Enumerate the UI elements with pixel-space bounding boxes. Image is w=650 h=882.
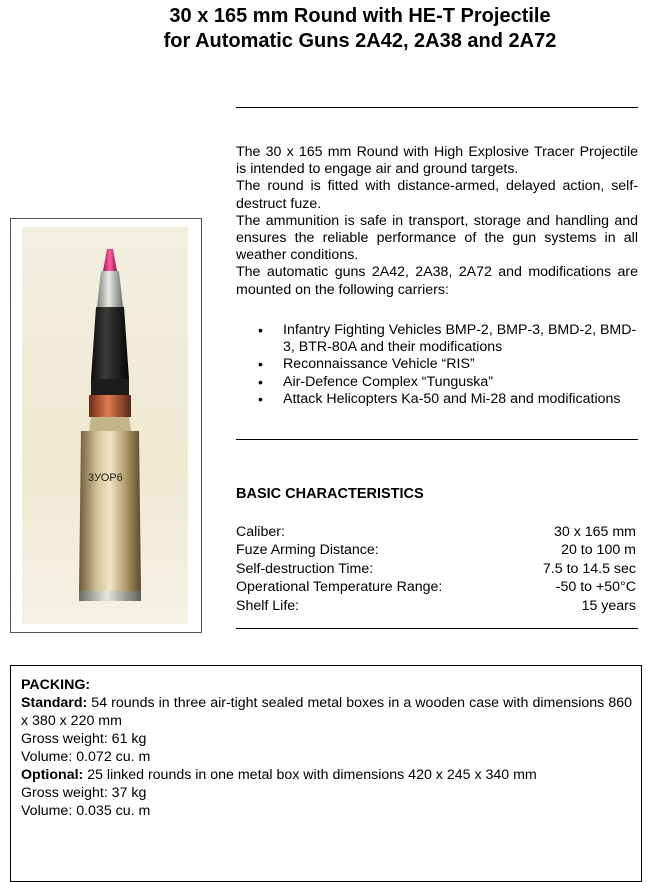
spec-label: Shelf Life:	[236, 597, 300, 614]
description-paragraph: The round is fitted with distance-armed, delayed action, self-destruct fuze.	[236, 178, 638, 212]
title-line-1: 30 x 165 mm Round with HE-T Projectile	[169, 5, 551, 27]
case-neck	[89, 417, 131, 431]
driving-band	[89, 395, 131, 417]
case-rim	[79, 591, 141, 601]
standard-volume: Volume: 0.072 cu. m	[21, 749, 151, 765]
shell-marking: 3УОР6	[88, 472, 123, 484]
characteristics-table	[236, 523, 636, 615]
spec-label: Operational Temperature Range:	[236, 579, 443, 596]
description-paragraph: The ammunition is safe in transport, storage and handling and ensures the reliable performance of the gun systems in all weather conditions.	[236, 212, 638, 264]
round-photo	[11, 219, 201, 632]
page-title	[0, 4, 650, 54]
spec-row	[236, 541, 636, 559]
characteristics-heading: BASIC CHARACTERISTICS	[236, 486, 424, 502]
spec-label: Self-destruction Time:	[236, 560, 374, 577]
top-divider	[236, 107, 638, 108]
middle-divider	[236, 439, 638, 440]
description	[236, 144, 638, 299]
description-paragraph: The automatic guns 2A42, 2A38, 2A72 and modifications are mounted on the following carriers:	[236, 264, 638, 298]
packing-standard	[21, 694, 632, 730]
list-item: • Reconnaissance Vehicle “RIS”	[262, 356, 638, 373]
spec-row	[236, 560, 636, 578]
list-item: • Attack Helicopters Ka-50 and Mi-28 and modifications	[262, 391, 638, 408]
spec-label: Caliber:	[236, 524, 285, 540]
projectile-body	[91, 307, 129, 379]
standard-label: Standard:	[21, 695, 88, 711]
title-line-2: for Automatic Guns 2A42, 2A38 and 2A72	[163, 30, 557, 52]
spec-label: Fuze Arming Distance:	[236, 542, 379, 559]
projectile-base	[91, 379, 129, 395]
spec-value: -50 to +50°C	[555, 579, 636, 596]
list-item: • Air-Defence Complex “Tunguska”	[262, 374, 638, 391]
packing-optional	[21, 766, 632, 784]
cartridge-case	[79, 431, 141, 591]
spec-row	[236, 578, 636, 596]
bottom-divider	[236, 628, 638, 629]
spec-row	[236, 597, 636, 615]
spec-value: 30 x 165 mm	[553, 524, 636, 540]
carrier-list	[262, 322, 638, 408]
list-item: • Infantry Fighting Vehicles BMP-2, BMP-3, BMD-2, BMD-3, BTR-80A and their modifications	[262, 322, 638, 356]
optional-label: Optional:	[21, 767, 84, 783]
projectile-tip	[103, 249, 117, 271]
description-paragraph: The 30 x 165 mm Round with High Explosive Tracer Projectile is intended to engage air and ground targets.	[236, 144, 638, 178]
packing-title: PACKING:	[21, 677, 91, 693]
standard-text: 54 rounds in three air-tight sealed metal boxes in a wooden case with dimensions 860 x 380 x 220 mm	[21, 695, 632, 729]
standard-weight: Gross weight: 61 kg	[21, 731, 147, 747]
spec-value: 20 to 100 m	[561, 542, 636, 559]
fuze-body	[97, 271, 123, 307]
packing-box	[10, 665, 642, 882]
spec-value: 15 years	[581, 597, 636, 614]
optional-volume: Volume: 0.035 cu. m	[21, 803, 151, 819]
round-photo-frame	[10, 218, 202, 633]
optional-weight: Gross weight: 37 kg	[21, 785, 147, 801]
spec-row	[236, 523, 636, 541]
spec-value: 7.5 to 14.5 sec	[542, 560, 636, 577]
optional-text: 25 linked rounds in one metal box with dimensions 420 x 245 x 340 mm	[83, 767, 537, 783]
